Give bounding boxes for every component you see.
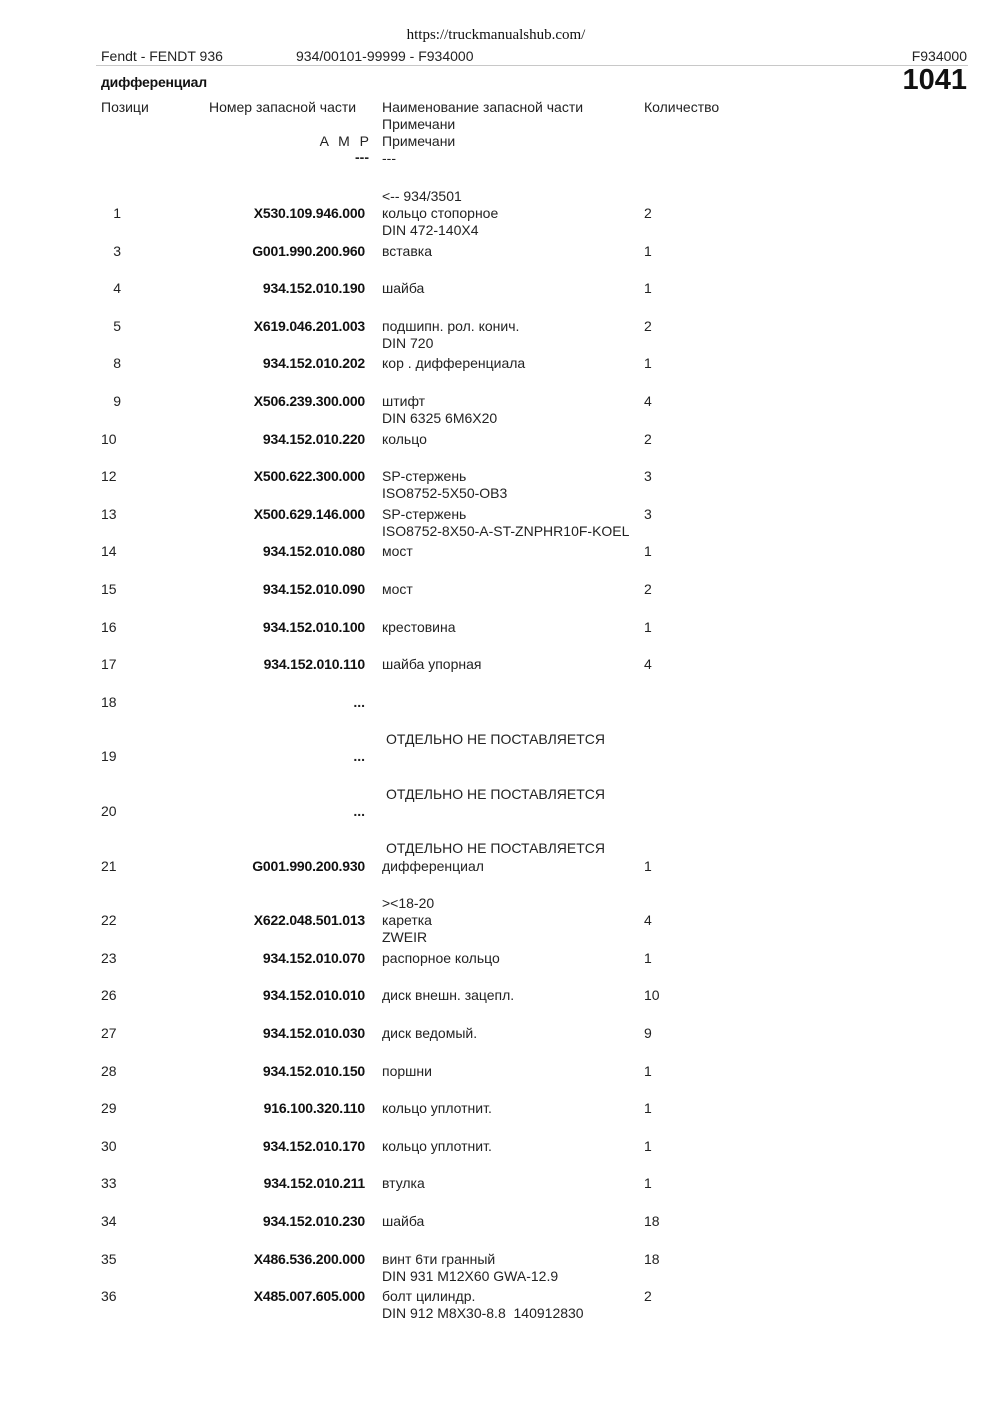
row-part-name: SP-стержень bbox=[382, 468, 467, 484]
row-part-number[interactable]: 934.152.010.010 bbox=[262, 987, 365, 1003]
row-quantity: 1 bbox=[644, 619, 652, 635]
row-part-name: SP-стержень bbox=[382, 506, 467, 522]
row-position: 33 bbox=[101, 1175, 117, 1191]
row-note: DIN 6325 6M6X20 bbox=[382, 410, 498, 426]
row-part-name: крестовина bbox=[382, 619, 456, 635]
row-position: 5 bbox=[113, 318, 121, 334]
row-part-name: подшипн. рол. конич. bbox=[382, 318, 520, 334]
row-part-number[interactable]: 934.152.010.100 bbox=[262, 619, 365, 635]
row-part-number[interactable]: 934.152.010.170 bbox=[262, 1138, 365, 1154]
row-note: DIN 912 M8X30-8.8 140912830 bbox=[382, 1305, 584, 1321]
row-quantity: 2 bbox=[644, 205, 652, 221]
row-position: 16 bbox=[101, 619, 117, 635]
row-part-number[interactable]: 934.152.010.190 bbox=[262, 280, 365, 296]
row-quantity: 2 bbox=[644, 431, 652, 447]
row-part-name: дифференциал bbox=[382, 858, 484, 874]
row-part-name: шайба bbox=[382, 280, 425, 296]
column-header-name-note: Примечани bbox=[382, 116, 456, 132]
row-part-number[interactable]: 934.152.010.150 bbox=[262, 1063, 365, 1079]
row-position: 3 bbox=[113, 243, 121, 259]
row-part-name: кольцо уплотнит. bbox=[382, 1100, 492, 1116]
row-part-number[interactable]: X485.007.605.000 bbox=[253, 1288, 365, 1304]
model-name: Fendt - FENDT 936 bbox=[101, 48, 223, 64]
row-quantity: 4 bbox=[644, 393, 652, 409]
row-part-number[interactable]: 934.152.010.080 bbox=[262, 543, 365, 559]
row-note: ISO8752-5X50-OB3 bbox=[382, 485, 508, 501]
row-position: 20 bbox=[101, 803, 117, 819]
row-part-name: кор . дифференциала bbox=[382, 355, 526, 371]
row-quantity: 1 bbox=[644, 1175, 652, 1191]
row-note: DIN 720 bbox=[382, 335, 434, 351]
row-note: ISO8752-8X50-A-ST-ZNPHR10F-KOEL bbox=[382, 523, 630, 539]
row-quantity: 2 bbox=[644, 318, 652, 334]
row-position: 8 bbox=[113, 355, 121, 371]
header-divider bbox=[96, 65, 968, 66]
row-part-number: ... bbox=[353, 748, 365, 764]
row-position: 28 bbox=[101, 1063, 117, 1079]
row-quantity: 18 bbox=[644, 1213, 660, 1229]
row-position: 14 bbox=[101, 543, 117, 559]
row-part-name: каретка bbox=[382, 912, 432, 928]
row-position: 9 bbox=[113, 393, 121, 409]
row-quantity: 10 bbox=[644, 987, 660, 1003]
row-part-number[interactable]: X486.536.200.000 bbox=[253, 1251, 365, 1267]
row-quantity: 9 bbox=[644, 1025, 652, 1041]
column-header-dashes: --- bbox=[382, 150, 396, 166]
row-position: 27 bbox=[101, 1025, 117, 1041]
row-quantity: 1 bbox=[644, 355, 652, 371]
section-title: дифференциал bbox=[101, 74, 207, 90]
row-quantity: 1 bbox=[644, 1063, 652, 1079]
row-quantity: 1 bbox=[644, 1100, 652, 1116]
row-part-number[interactable]: X530.109.946.000 bbox=[253, 205, 365, 221]
column-header-pos: Позици bbox=[101, 99, 149, 115]
row-part-name: вставка bbox=[382, 243, 432, 259]
row-part-number[interactable]: G001.990.200.960 bbox=[252, 243, 365, 259]
row-part-number[interactable]: 934.152.010.202 bbox=[262, 355, 365, 371]
row-part-name: мост bbox=[382, 581, 413, 597]
row-quantity: 2 bbox=[644, 1288, 652, 1304]
row-reference: <-- 934/3501 bbox=[382, 188, 462, 204]
row-part-name: распорное кольцо bbox=[382, 950, 500, 966]
row-part-name: мост bbox=[382, 543, 413, 559]
row-part-number[interactable]: 934.152.010.030 bbox=[262, 1025, 365, 1041]
row-part-number[interactable]: 934.152.010.230 bbox=[262, 1213, 365, 1229]
row-part-name: диск ведомый. bbox=[382, 1025, 478, 1041]
row-part-number[interactable]: X500.622.300.000 bbox=[253, 468, 365, 484]
column-header-part: Номер запасной части bbox=[209, 99, 357, 115]
row-quantity: 4 bbox=[644, 912, 652, 928]
row-quantity: 1 bbox=[644, 280, 652, 296]
row-part-name: болт цилиндр. bbox=[382, 1288, 476, 1304]
catalog-code: F934000 bbox=[911, 48, 967, 64]
row-part-name: диск внешн. зацепл. bbox=[382, 987, 515, 1003]
row-note: ОТДЕЛЬНО НЕ ПОСТАВЛЯЕТСЯ bbox=[386, 786, 606, 802]
serial-range: 934/00101-99999 - F934000 bbox=[296, 48, 474, 64]
row-quantity: 18 bbox=[644, 1251, 660, 1267]
row-position: 26 bbox=[101, 987, 117, 1003]
row-quantity: 3 bbox=[644, 506, 652, 522]
page-number: 1041 bbox=[902, 64, 967, 96]
row-position: 29 bbox=[101, 1100, 117, 1116]
row-part-number[interactable]: 934.152.010.220 bbox=[262, 431, 365, 447]
row-position: 4 bbox=[113, 280, 121, 296]
row-position: 34 bbox=[101, 1213, 117, 1229]
column-header-qty: Количество bbox=[644, 99, 720, 115]
row-position: 18 bbox=[101, 694, 117, 710]
row-quantity: 3 bbox=[644, 468, 652, 484]
row-part-number[interactable]: 934.152.010.070 bbox=[262, 950, 365, 966]
row-note: ОТДЕЛЬНО НЕ ПОСТАВЛЯЕТСЯ bbox=[386, 840, 606, 856]
row-quantity: 2 bbox=[644, 581, 652, 597]
row-part-name: шайба bbox=[382, 1213, 425, 1229]
row-position: 19 bbox=[101, 748, 117, 764]
row-part-number[interactable]: X506.239.300.000 bbox=[253, 393, 365, 409]
column-header-amp-note: Примечани bbox=[382, 133, 456, 149]
row-position: 30 bbox=[101, 1138, 117, 1154]
row-note: DIN 931 M12X60 GWA-12.9 bbox=[382, 1268, 559, 1284]
row-quantity: 1 bbox=[644, 950, 652, 966]
row-part-name: кольцо bbox=[382, 431, 427, 447]
row-quantity: 4 bbox=[644, 656, 652, 672]
row-quantity: 1 bbox=[644, 543, 652, 559]
row-position: 13 bbox=[101, 506, 117, 522]
row-part-number[interactable]: 934.152.010.090 bbox=[262, 581, 365, 597]
row-position: 22 bbox=[101, 912, 117, 928]
row-position: 23 bbox=[101, 950, 117, 966]
row-note: ОТДЕЛЬНО НЕ ПОСТАВЛЯЕТСЯ bbox=[386, 731, 606, 747]
row-part-number[interactable]: X622.048.501.013 bbox=[253, 912, 365, 928]
row-part-number[interactable]: 934.152.010.211 bbox=[263, 1175, 365, 1191]
row-position: 15 bbox=[101, 581, 117, 597]
row-note: ZWEIR bbox=[382, 929, 428, 945]
row-quantity: 1 bbox=[644, 858, 652, 874]
row-position: 17 bbox=[101, 656, 117, 672]
row-position: 12 bbox=[101, 468, 117, 484]
row-position: 36 bbox=[101, 1288, 117, 1304]
row-part-name: кольцо уплотнит. bbox=[382, 1138, 492, 1154]
row-part-number[interactable]: 916.100.320.110 bbox=[263, 1100, 365, 1116]
row-part-number[interactable]: X619.046.201.003 bbox=[253, 318, 365, 334]
column-header-dashes-bold: --- bbox=[355, 149, 369, 165]
source-url[interactable]: https://truckmanualshub.com/ bbox=[406, 27, 586, 43]
row-part-number: ... bbox=[353, 803, 365, 819]
row-part-name: винт 6ти гранный bbox=[382, 1251, 496, 1267]
row-note: DIN 472-140X4 bbox=[382, 222, 479, 238]
row-part-number[interactable]: X500.629.146.000 bbox=[253, 506, 365, 522]
row-part-number: ... bbox=[353, 694, 365, 710]
row-part-number[interactable]: 934.152.010.110 bbox=[263, 656, 365, 672]
row-part-name: втулка bbox=[382, 1175, 425, 1191]
row-quantity: 1 bbox=[644, 243, 652, 259]
row-part-number[interactable]: G001.990.200.930 bbox=[252, 858, 365, 874]
column-header-amp: A M P bbox=[319, 133, 369, 149]
row-position: 1 bbox=[113, 205, 121, 221]
row-position: 10 bbox=[101, 431, 117, 447]
row-part-name: шайба упорная bbox=[382, 656, 482, 672]
row-position: 35 bbox=[101, 1251, 117, 1267]
row-part-name: кольцо стопорное bbox=[382, 205, 499, 221]
row-reference: ><18-20 bbox=[382, 895, 435, 911]
row-quantity: 1 bbox=[644, 1138, 652, 1154]
row-part-name: поршни bbox=[382, 1063, 432, 1079]
row-part-name: штифт bbox=[382, 393, 426, 409]
column-header-name: Наименование запасной части bbox=[382, 99, 584, 115]
row-position: 21 bbox=[101, 858, 117, 874]
